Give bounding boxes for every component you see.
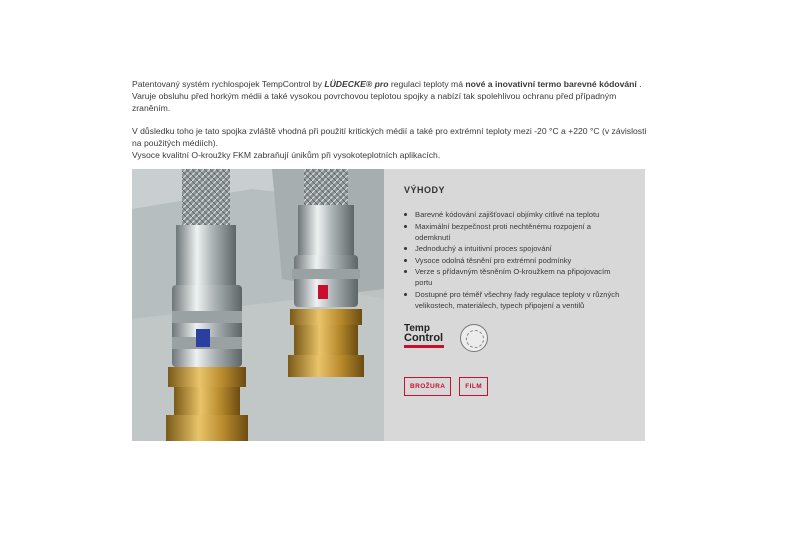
intro-paragraph-1 <box>132 78 652 114</box>
list-item: Vysoce odolná těsnění pro extrémní podmínky <box>404 255 627 266</box>
benefits-list <box>404 209 627 311</box>
intro-paragraph-2: V důsledku toho je tato spojka zvláště vhodná při použití kritických médií a také pro extrémní teploty mezi -20 °C a +220 °C (v závislosti na použitých médiích). <box>132 126 647 148</box>
benefits-panel <box>384 169 645 441</box>
list-item: Jednoduchý a intuitivní proces spojování <box>404 243 627 254</box>
action-buttons <box>404 377 627 396</box>
brand-name: LÜDECKE® pro <box>324 79 389 89</box>
product-photo <box>132 169 384 441</box>
list-item: Dostupné pro téměř všechny řady regulace teploty v různých velikostech, materiálech, typech připojení a ventilů <box>404 289 627 311</box>
film-button[interactable]: FILM <box>459 377 488 396</box>
intro-text-b: regulaci teploty má <box>388 79 466 89</box>
intro-highlight: nové a inovativní termo barevné kódování <box>465 79 637 89</box>
temp-control-logo: Temp Control <box>404 324 446 352</box>
list-item: Verze s přídavným těsněním O-kroužkem na připojovacím portu <box>404 266 627 288</box>
logos-row <box>404 324 627 352</box>
quality-seal-icon <box>460 324 488 352</box>
brochure-button[interactable]: BROŽURA <box>404 377 451 396</box>
benefits-title: VÝHODY <box>404 185 446 195</box>
feature-block <box>132 169 645 441</box>
intro-paragraph-3: Vysoce kvalitní O-kroužky FKM zabraňují únikům při vysokoteplotních aplikacích. <box>132 150 441 160</box>
list-item: Barevné kódování zajišťovací objímky citlivé na teplotu <box>404 209 627 220</box>
intro-text-c: . Varuje obsluhu před horkým médii a také vysokou povrchovou teplotou spojky a nabízí tak spolehlivou ochranu před případným zraněním. <box>132 79 642 113</box>
intro-text <box>132 78 652 172</box>
coupling-illustration <box>132 169 384 441</box>
list-item: Maximální bezpečnost proti nechtěnému rozpojení a odemknutí <box>404 221 627 243</box>
intro-text-a: Patentovaný systém rychlospojek TempControl by <box>132 79 325 89</box>
